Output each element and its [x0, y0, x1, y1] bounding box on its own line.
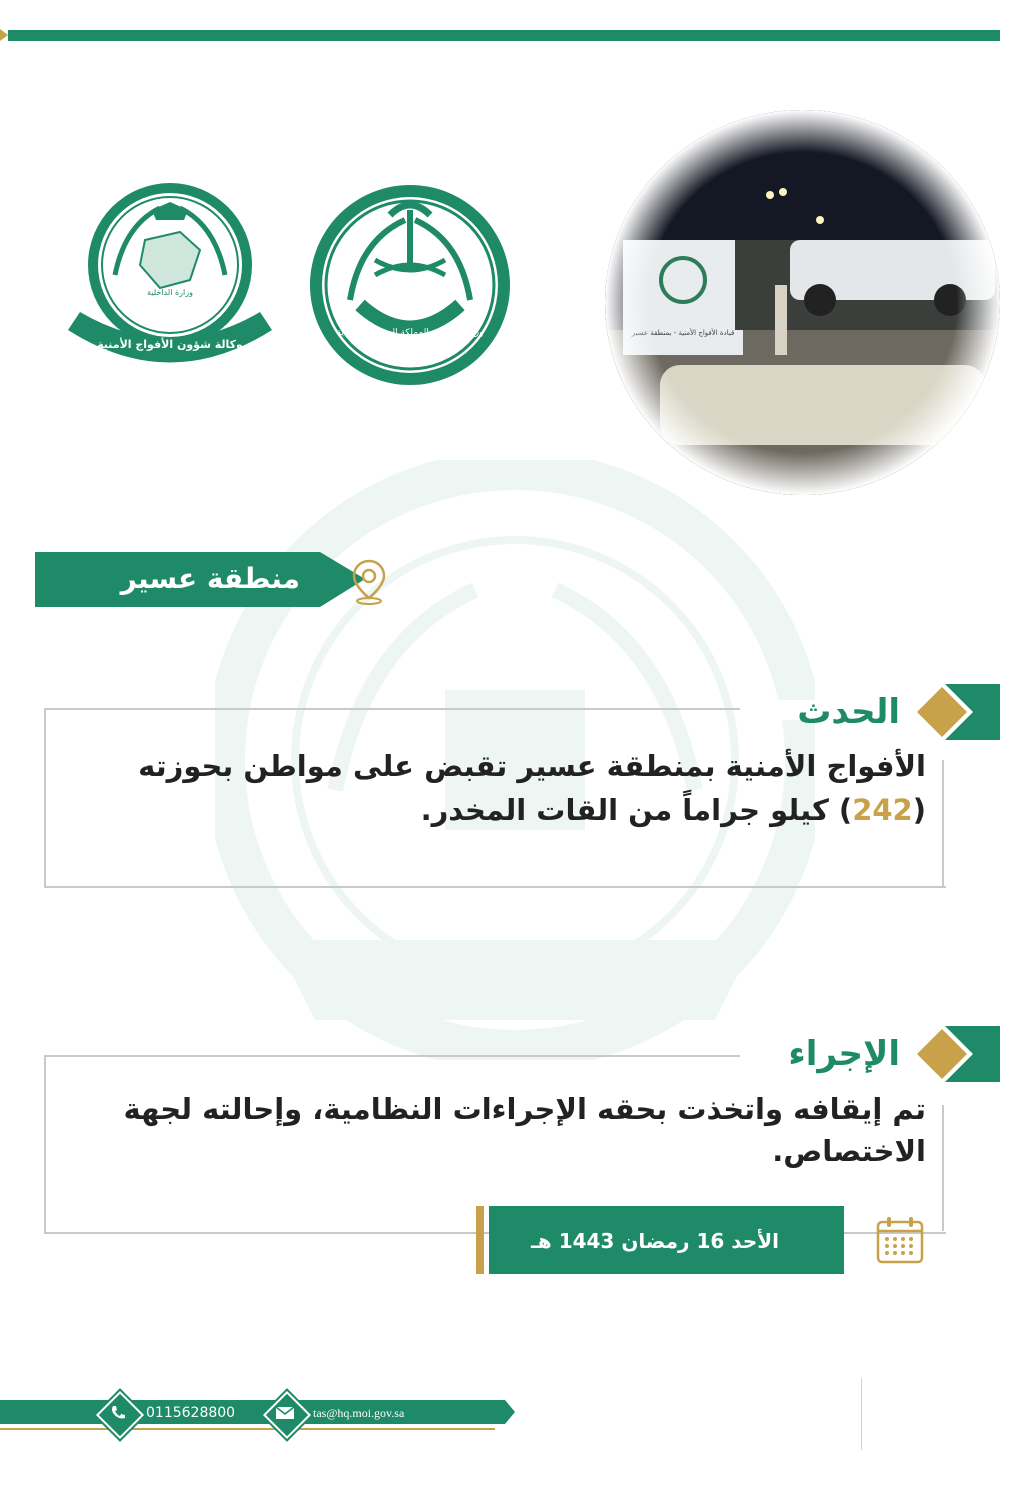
action-heading-marker	[915, 1026, 1000, 1082]
footer-gold-line	[0, 1428, 495, 1430]
footer-phone[interactable]: 0115628800	[146, 1405, 236, 1421]
action-description: تم إيقافه واتخذت بحقه الإجراءات النظامية، وإحالته لجهة الاختصاص.	[123, 1092, 926, 1168]
event-text-after: ) كيلو جراماً من القات المخدر.	[420, 793, 853, 827]
action-heading: الإجراء	[788, 1034, 900, 1074]
phone-icon	[108, 1403, 128, 1423]
afwaj-logo-text: وكالة شؤون الأفواج الأمنية	[97, 338, 243, 351]
event-description	[60, 744, 926, 832]
moi-logo-text: وزارة الداخلية المملكة العربية السعودية	[336, 328, 484, 338]
footer-divider	[861, 1378, 862, 1450]
mail-icon-badge	[270, 1398, 300, 1428]
location-pin-icon	[350, 558, 388, 606]
region-name: منطقة عسير	[120, 562, 300, 595]
event-box-right-edge	[942, 760, 944, 886]
footer-email[interactable]: tas@hq.moi.gov.sa	[313, 1406, 405, 1420]
event-heading-marker	[915, 684, 1000, 740]
top-bar	[8, 30, 1000, 41]
date-bar-accent	[476, 1206, 484, 1274]
security-forces-logo	[60, 180, 280, 380]
event-heading: الحدث	[797, 692, 900, 732]
date-text: الأحد 16 رمضان 1443 هـ	[531, 1229, 779, 1253]
mail-icon	[275, 1405, 295, 1421]
calendar-icon	[875, 1214, 925, 1266]
afwaj-logo-top-text: وزارة الداخلية	[147, 288, 193, 297]
footer-bar-tip	[505, 1400, 515, 1424]
action-box-right-edge	[942, 1105, 944, 1231]
phone-icon-badge	[103, 1398, 133, 1428]
event-quantity: 242	[852, 793, 913, 827]
event-text-before: الأفواج الأمنية بمنطقة عسير تقبض على مواطن بحوزته (	[138, 749, 926, 827]
ministry-of-interior-logo	[305, 180, 515, 390]
seizure-photo	[605, 110, 1000, 495]
top-gold-marker	[0, 29, 8, 41]
